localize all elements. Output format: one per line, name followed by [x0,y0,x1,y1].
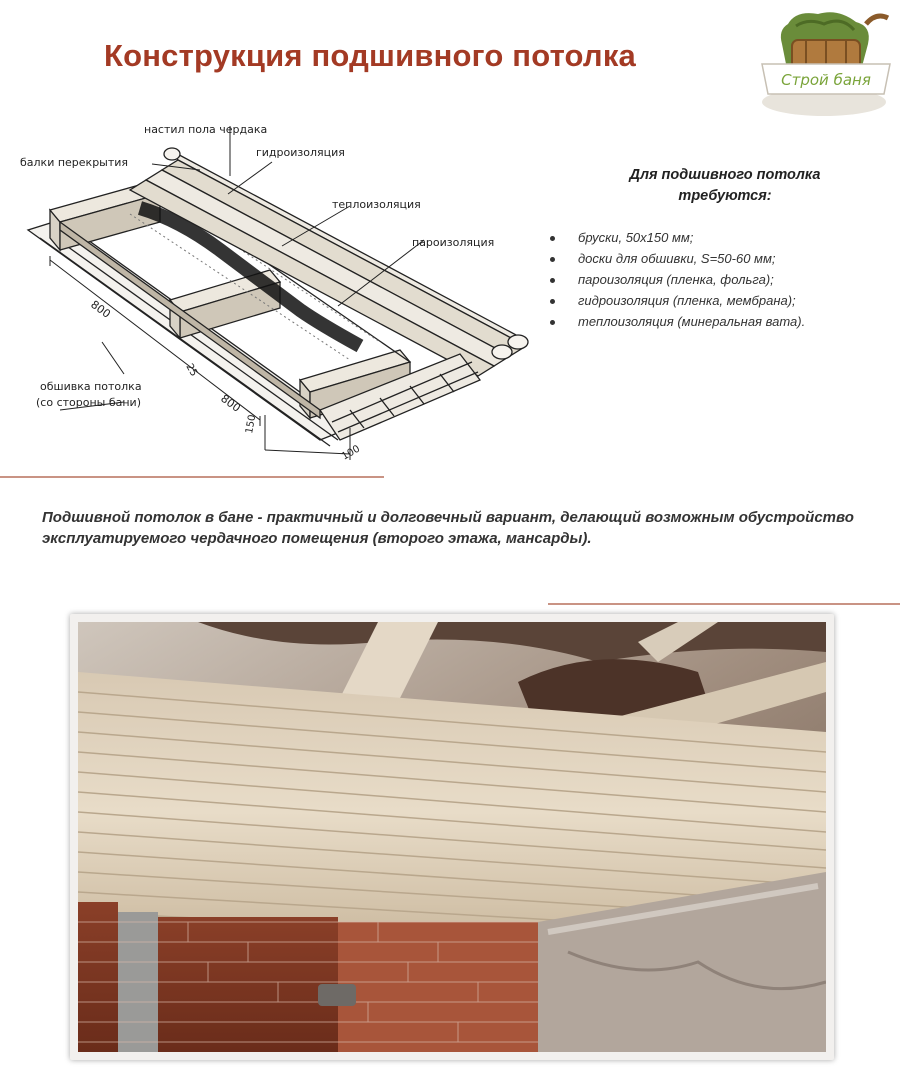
list-item: бруски, 50х150 мм; [548,227,805,248]
description-text: Подшивной потолок в бане - практичный и долговечный вариант, делающий возможным обустройство эксплуатируемого чердачного помещения (второго этажа, мансарды). [42,509,854,547]
ceiling-photo [78,622,826,1052]
list-item: доски для обшивки, S=50-60 мм; [548,248,805,269]
divider [0,476,384,478]
label-waterproofing: гидроизоляция [256,146,345,159]
logo-text: Строй баня [781,71,871,89]
list-item: гидроизоляция (пленка, мембрана); [548,290,805,311]
dimension-width: 100 [340,443,363,463]
dimension-gap: 25 [183,362,200,379]
requirements-title [560,165,890,207]
requirements-title-line-1: Для подшивного потолка [629,167,821,183]
page-title: Конструкция подшивного потолка [104,38,636,73]
dimension-height: 150 [244,413,259,435]
label-attic-floor: настил пола чердака [144,123,268,136]
requirements-list [548,227,805,332]
requirements-title-line-2: требуются: [678,188,772,204]
ceiling-construction-diagram [20,110,540,470]
dimension-spacing-a: 800 [88,297,113,321]
logo [748,4,896,122]
ceiling-photo-frame [70,614,834,1060]
label-ceiling-lining: обшивка потолка [40,380,142,393]
dimension-spacing-b: 800 [218,391,243,415]
divider [548,603,900,605]
label-joists: балки перекрытия [20,156,129,169]
label-ceiling-lining-note: (со стороны бани) [36,396,141,409]
label-insulation: теплоизоляция [332,198,421,211]
list-item: пароизоляция (пленка, фольга); [548,269,805,290]
list-item: теплоизоляция (минеральная вата). [548,311,805,332]
label-vapor-barrier: пароизоляция [412,236,495,249]
